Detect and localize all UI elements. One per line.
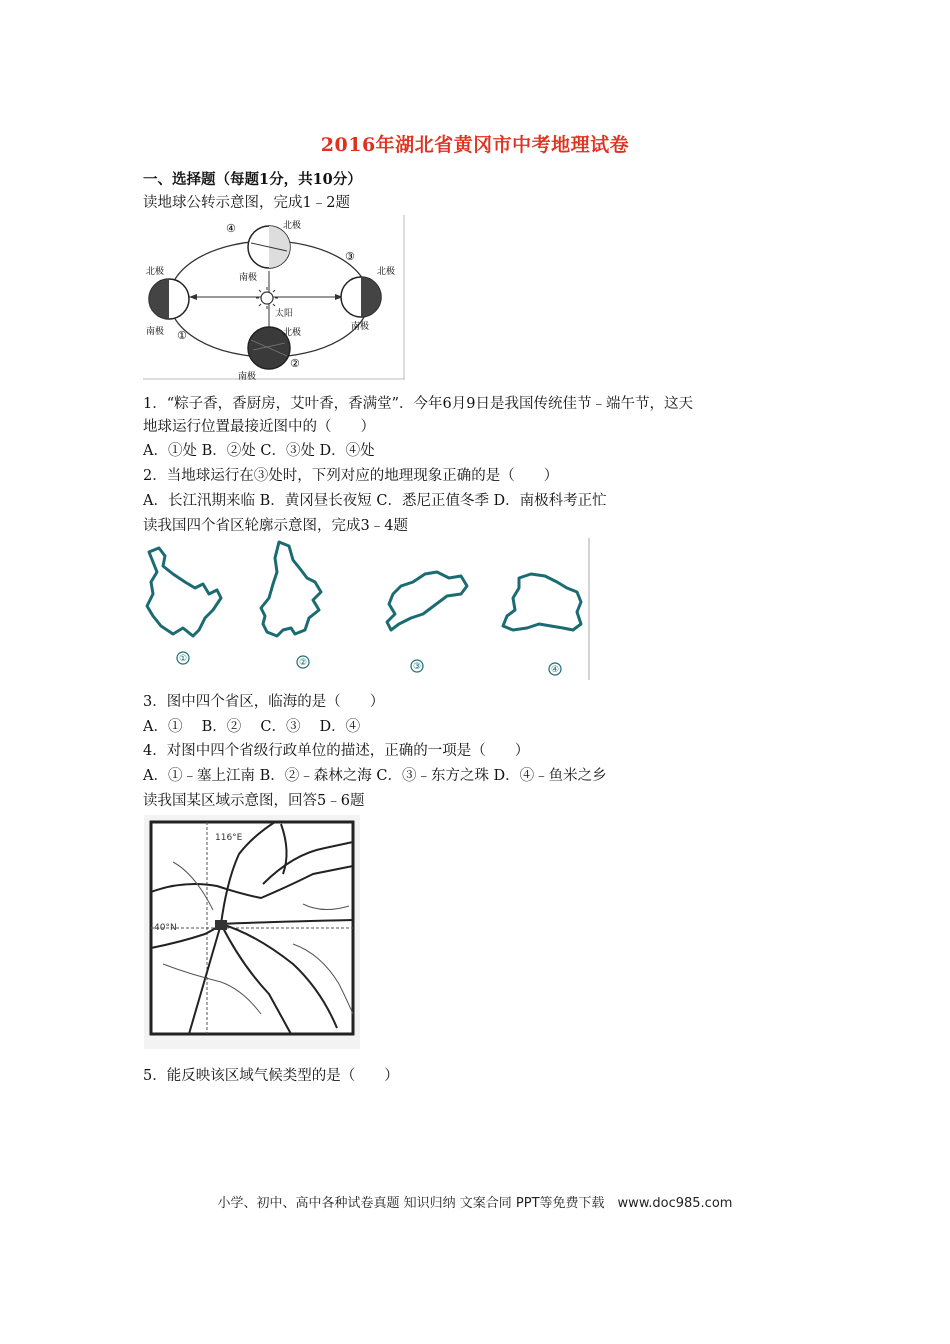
svg-text:②: ② xyxy=(298,658,308,668)
question-3-options: A．① B．② C．③ D．④ xyxy=(143,719,361,735)
svg-text:116°E: 116°E xyxy=(215,833,243,843)
province-outlines-figure xyxy=(143,538,590,680)
svg-text:④: ④ xyxy=(226,222,236,235)
svg-text:②: ② xyxy=(290,357,300,370)
page-title: 2016年湖北省黄冈市中考地理试卷 xyxy=(320,134,630,156)
svg-text:北极: 北极 xyxy=(283,328,302,338)
svg-text:③: ③ xyxy=(345,250,355,263)
svg-text:太阳: 太阳 xyxy=(275,309,294,319)
earth-revolution-figure xyxy=(143,215,405,380)
question-4: 4．对图中四个省级行政单位的描述，正确的一项是（ ） xyxy=(143,743,530,759)
svg-text:北极: 北极 xyxy=(146,267,165,277)
svg-text:南极: 南极 xyxy=(239,273,258,283)
question-2-options: A．长江汛期来临 B．黄冈昼长夜短 C．悉尼正值冬季 D．南极科考正忙 xyxy=(143,493,607,509)
svg-text:③: ③ xyxy=(412,662,422,672)
page-footer: 小学、初中、高中各种试卷真题 知识归纳 文案合同 PPT等免费下载 www.doc985.com xyxy=(217,1196,733,1211)
svg-text:①: ① xyxy=(177,329,187,342)
svg-text:北极: 北极 xyxy=(377,267,396,277)
intro-text-2: 读我国四个省区轮廓示意图，完成3﹣4题 xyxy=(143,518,408,534)
question-4-options: A．①﹣塞上江南 B．②﹣森林之海 C．③﹣东方之珠 D．④﹣鱼米之乡 xyxy=(143,768,607,784)
question-1-line-2: 地球运行位置最接近图中的（ ） xyxy=(143,419,375,435)
city-marker xyxy=(215,920,227,930)
intro-text-1: 读地球公转示意图，完成1﹣2题 xyxy=(143,195,350,211)
question-2: 2．当地球运行在③处时，下列对应的地理现象正确的是（ ） xyxy=(143,468,559,484)
province-outline-4 xyxy=(503,574,581,630)
section-heading: 一、选择题（每题1分，共10分） xyxy=(143,171,362,188)
province-outline-2 xyxy=(261,542,321,636)
svg-text:南极: 南极 xyxy=(146,327,165,337)
question-1-line-1: 1．“粽子香，香厨房，艾叶香，香满堂”．今年6月9日是我国传统佳节﹣端午节，这天 xyxy=(143,396,693,412)
svg-text:①: ① xyxy=(178,654,188,664)
province-outline-1 xyxy=(147,548,221,636)
svg-text:北极: 北极 xyxy=(283,221,302,231)
sun-icon xyxy=(256,287,278,309)
svg-text:④: ④ xyxy=(550,665,560,675)
intro-text-3: 读我国某区域示意图，回答5﹣6题 xyxy=(143,793,365,809)
question-3: 3．图中四个省区，临海的是（ ） xyxy=(143,694,385,710)
svg-text:南极: 南极 xyxy=(351,322,370,332)
question-5: 5．能反映该区域气候类型的是（ ） xyxy=(143,1068,399,1084)
svg-text:40°N: 40°N xyxy=(154,923,177,933)
svg-text:南极: 南极 xyxy=(238,372,257,380)
regional-map-figure xyxy=(143,814,361,1050)
question-1-options: A．①处 B．②处 C．③处 D．④处 xyxy=(143,443,375,459)
province-outline-3 xyxy=(387,572,467,630)
